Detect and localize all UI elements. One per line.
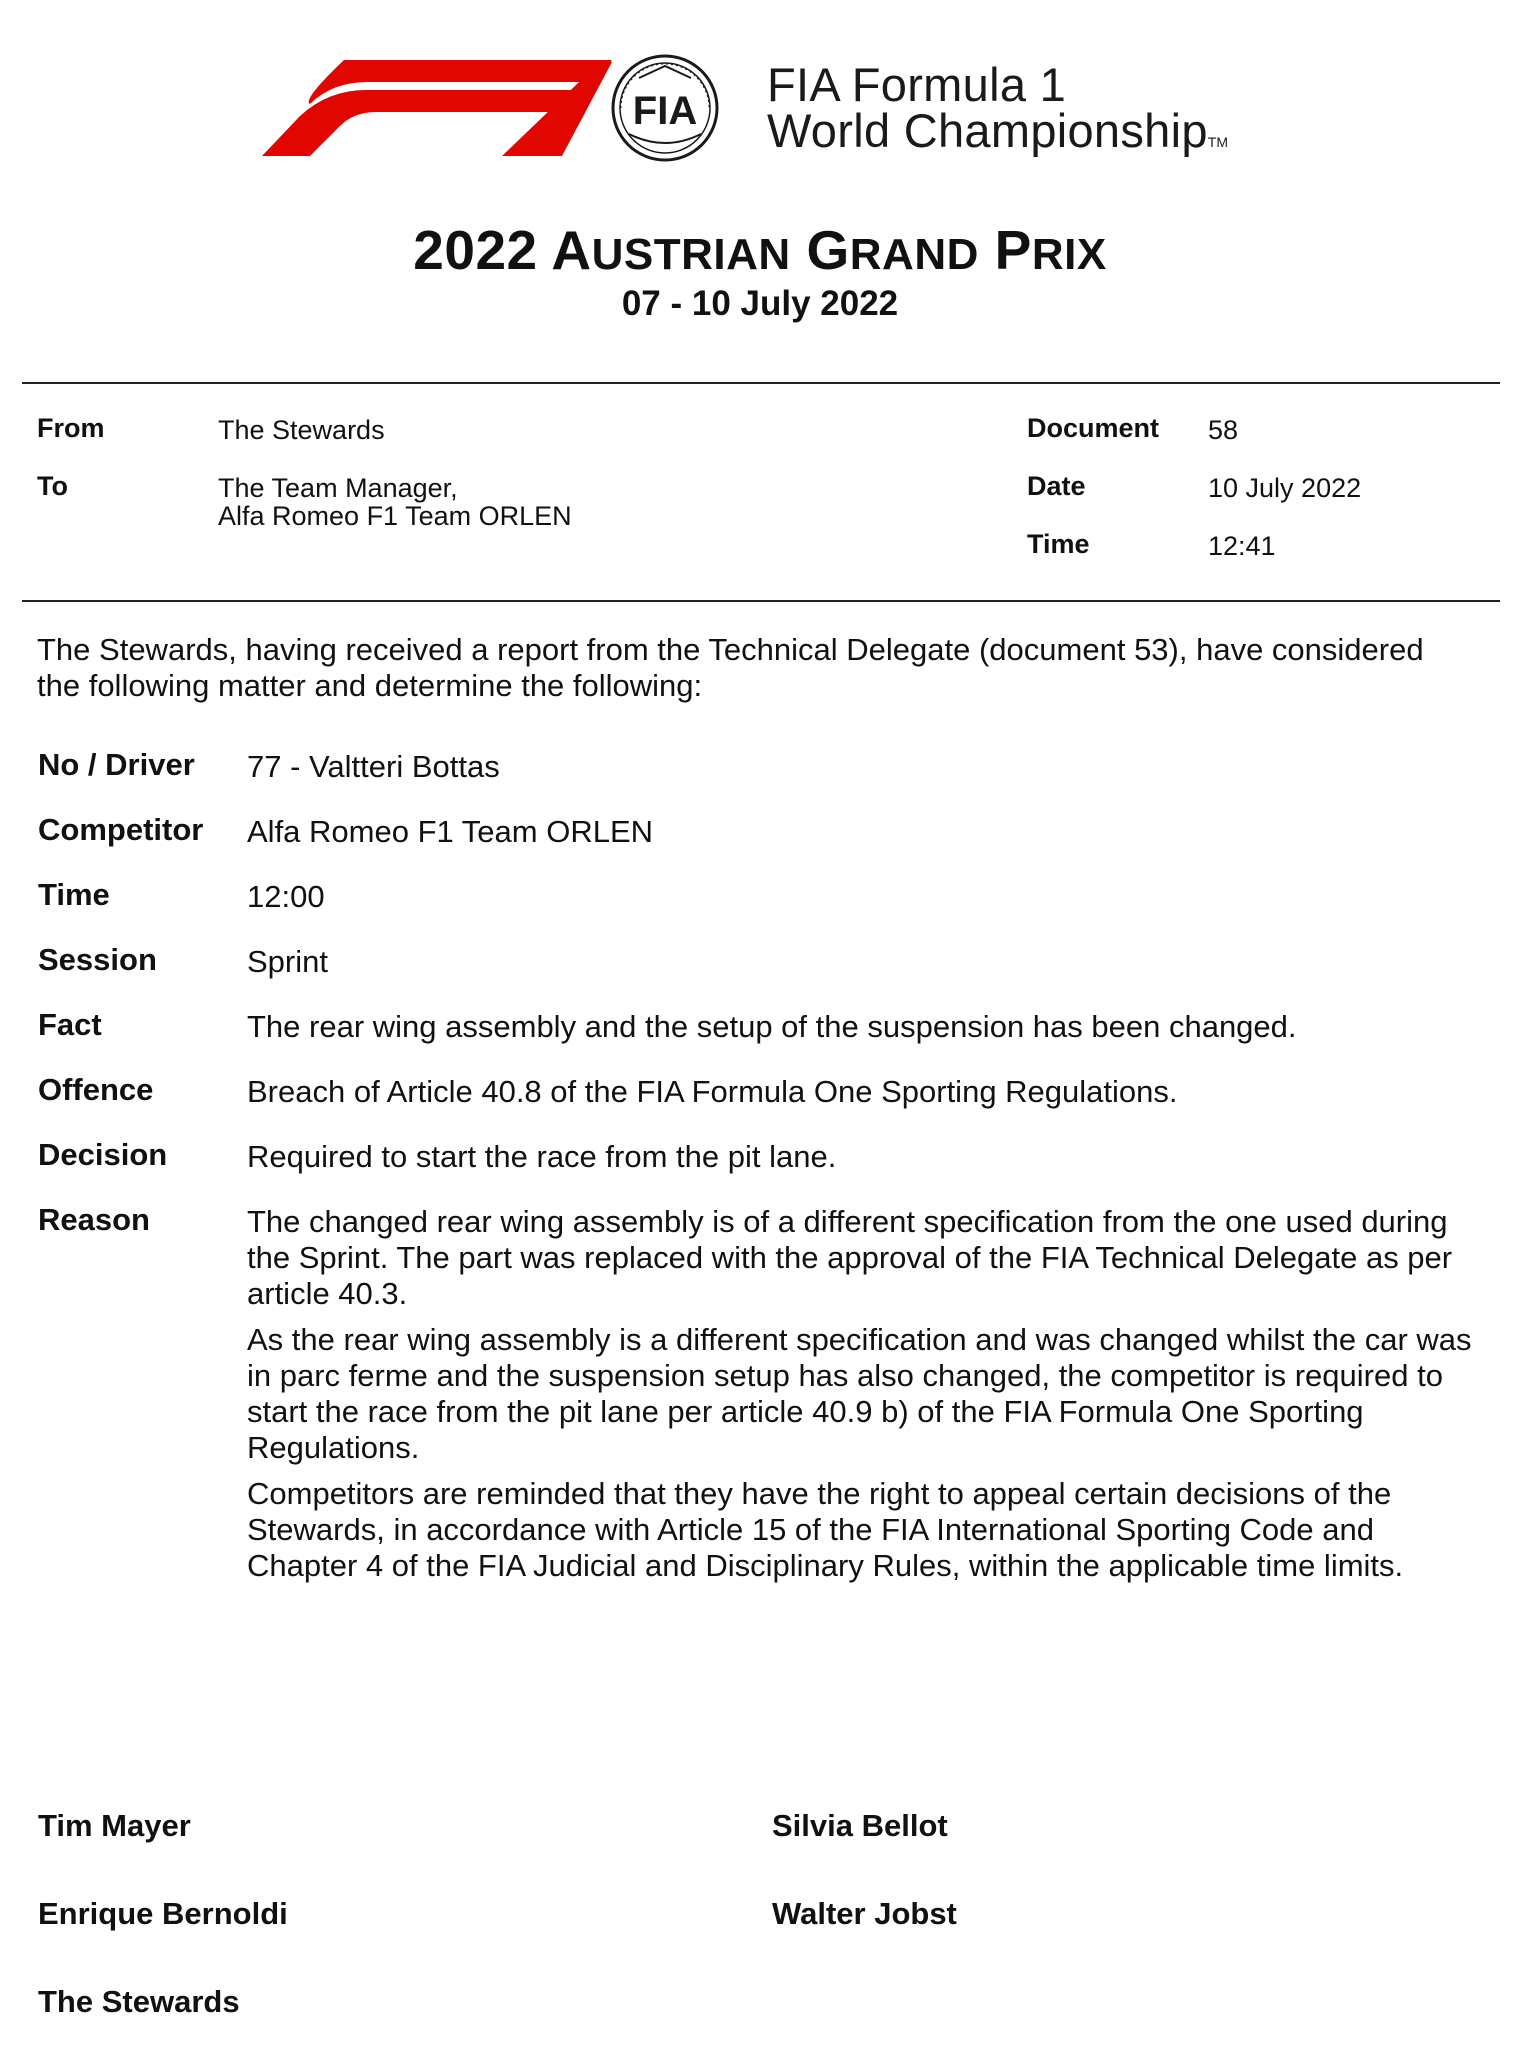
fia-seal-icon <box>609 52 721 164</box>
brand-line-2 <box>767 104 1229 165</box>
competitor-label: Competitor <box>38 812 204 847</box>
brand-wordmark <box>767 58 1229 165</box>
decision-value: Required to start the race from the pit lane. <box>247 1139 837 1174</box>
title-initial-g: G <box>806 219 850 281</box>
competitor-value: Alfa Romeo F1 Team ORLEN <box>247 814 654 849</box>
title-initial-a: A <box>551 219 592 281</box>
title-initial-p: P <box>994 219 1032 281</box>
session-value: Sprint <box>247 944 328 979</box>
signatory-2: Silvia Bellot <box>772 1808 948 1843</box>
brand-line-1: FIA Formula 1 <box>767 58 1067 111</box>
signatory-4: Walter Jobst <box>772 1896 957 1931</box>
f1-logo-icon <box>262 60 612 156</box>
event-dates: 07 - 10 July 2022 <box>621 284 899 323</box>
document-label: Document <box>1027 413 1160 443</box>
reason-value <box>247 1204 1487 1594</box>
reason-paragraph-2: As the rear wing assembly is a different specification and was changed whilst the car was in parc ferme and the suspension setup has also changed, the competitor is required to start the race from the pit lane per article 40.9 b) of the FIA Formula One Sporting Regulations. <box>247 1322 1472 1465</box>
svg-text:FIA: FIA <box>632 89 698 133</box>
fact-label: Fact <box>38 1007 102 1042</box>
title-rest-a: USTRIAN <box>591 230 791 279</box>
driver-label: No / Driver <box>38 747 195 782</box>
event-title <box>0 218 1520 287</box>
title-rest-p: RIX <box>1031 230 1107 279</box>
to-value-line-2: Alfa Romeo F1 Team ORLEN <box>218 501 572 531</box>
divider-top <box>22 382 1500 384</box>
date-label: Date <box>1027 471 1086 501</box>
signatory-3: Enrique Bernoldi <box>38 1896 288 1931</box>
offence-label: Offence <box>38 1072 154 1107</box>
intro-paragraph: The Stewards, having received a report from the Technical Delegate (document 53), have considered the following matter and determine the following: <box>37 632 1424 703</box>
document-value: 58 <box>1208 415 1239 445</box>
incident-time-label: Time <box>38 877 110 912</box>
offence-value: Breach of Article 40.8 of the FIA Formula One Sporting Regulations. <box>247 1074 1178 1109</box>
incident-time-value: 12:00 <box>247 879 325 914</box>
reason-label: Reason <box>38 1202 150 1237</box>
session-label: Session <box>38 942 157 977</box>
to-label: To <box>37 471 68 501</box>
title-year: 2022 <box>413 219 538 281</box>
reason-paragraph-3: Competitors are reminded that they have the right to appeal certain decisions of the Stewards, in accordance with Article 15 of the FIA International Sporting Code and Chapter 4 of the FIA Judicial and Disciplinary Rules, within the applicable time limits. <box>247 1476 1404 1583</box>
brand-line-2-text: World Championship <box>767 104 1208 157</box>
driver-value: 77 - Valtteri Bottas <box>247 749 500 784</box>
trademark-mark: TM <box>1207 134 1229 150</box>
stewards-footer: The Stewards <box>38 1984 240 2019</box>
time-label: Time <box>1027 529 1090 559</box>
fact-value: The rear wing assembly and the setup of the suspension has been changed. <box>247 1009 1297 1044</box>
header-logo-block <box>262 52 1302 162</box>
date-value: 10 July 2022 <box>1208 473 1362 503</box>
to-value-line-1: The Team Manager, <box>218 473 458 503</box>
from-label: From <box>37 413 105 443</box>
time-value: 12:41 <box>1208 531 1276 561</box>
signatory-1: Tim Mayer <box>38 1808 191 1843</box>
reason-paragraph-1: The changed rear wing assembly is of a different specification from the one used during the Sprint. The part was replaced with the approval of the FIA Technical Delegate as per article 40.3. <box>247 1204 1453 1311</box>
from-value: The Stewards <box>218 415 385 445</box>
divider-middle <box>22 600 1500 602</box>
title-rest-g: RAND <box>849 230 979 279</box>
decision-label: Decision <box>38 1137 168 1172</box>
